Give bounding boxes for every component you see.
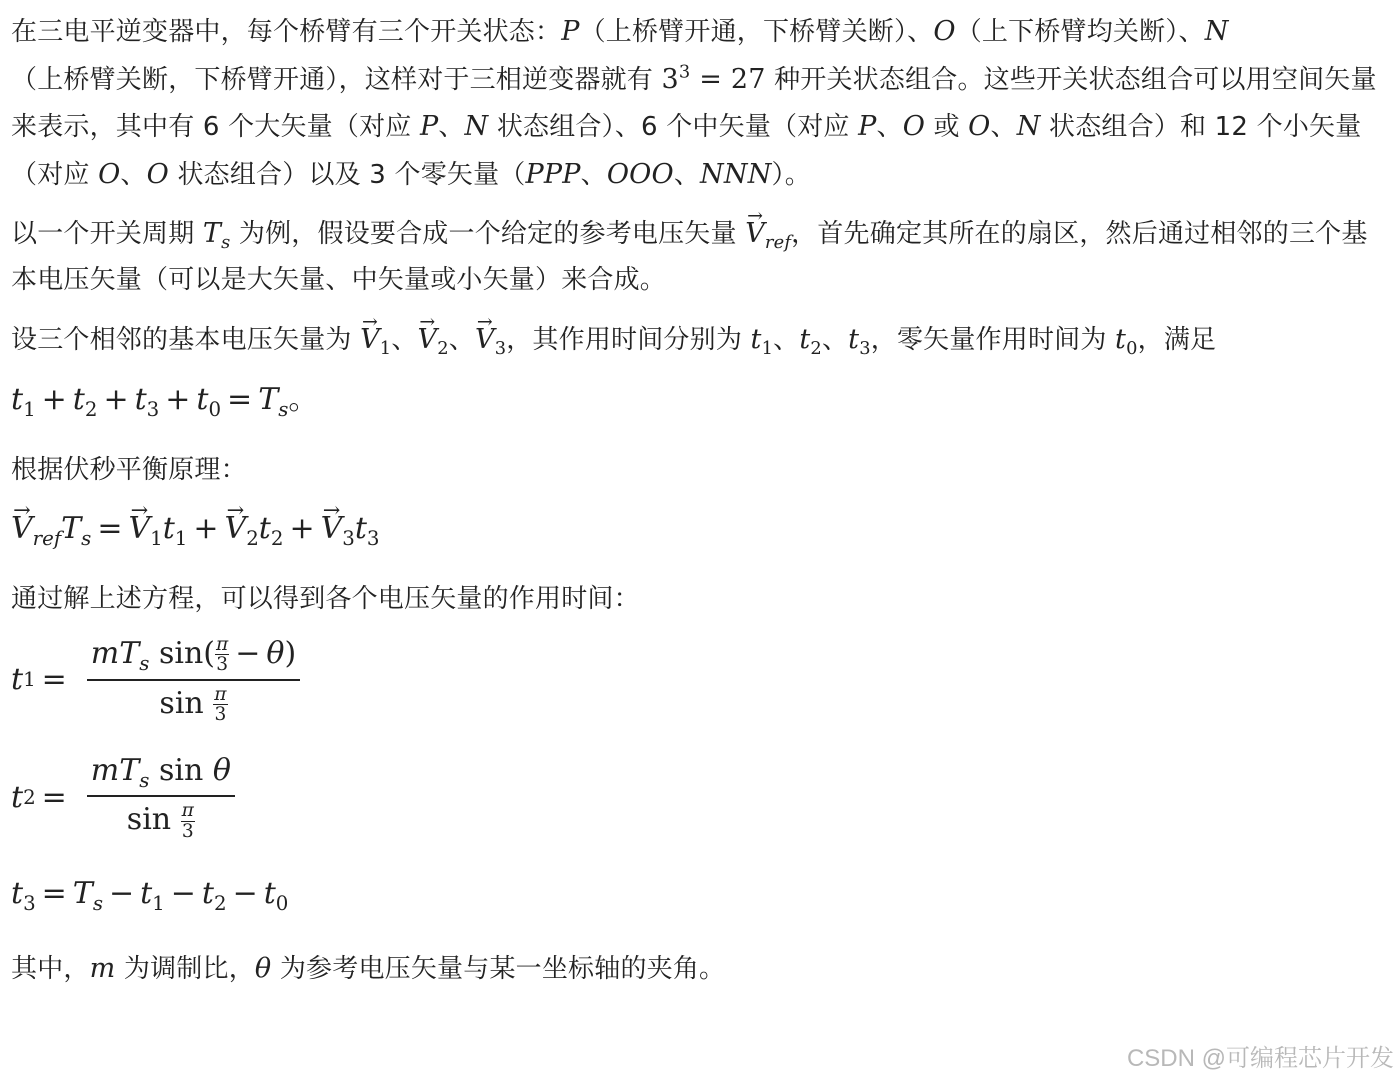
text: 、	[773, 324, 800, 355]
text: 为例，假设要合成一个给定的参考电压矢量	[238, 219, 737, 249]
text: 、	[448, 324, 475, 355]
paragraph-adjacent-vectors	[11, 316, 1389, 364]
equation-t1: t 1 = $mT_s$ sin( $\frac{\pi}{3}$ − θ) sin $\frac{\pi}{3}$	[11, 635, 1389, 725]
text: 在三电平逆变器中，每个桥臂有三个开关状态：	[11, 17, 562, 47]
text: 、	[821, 324, 849, 355]
math-O: O	[933, 16, 956, 47]
text: 状态组合）和 12 个小矢量（对应	[11, 112, 1362, 190]
math-t2: $t_2$	[799, 323, 822, 360]
fraction: $mT_s$ sin θ sin $\frac{\pi}{3}$	[87, 753, 235, 842]
text: 、	[580, 159, 607, 190]
text: ）。	[771, 159, 811, 190]
text: 其中，	[11, 954, 90, 985]
text: 为参考电压矢量与某一坐标轴的夹角。	[279, 954, 726, 985]
math-V2: → $V_2$	[418, 324, 449, 355]
paragraph-synthesis	[11, 210, 1389, 304]
math-V3: → $V_3$	[475, 324, 506, 355]
article-body	[11, 8, 1389, 1005]
text: 、	[876, 112, 903, 142]
text: ，首先确定其所在的扇区，然后通过相邻的三个基本电压矢量（可以是大矢量、中矢量或小矢量）来合成。	[11, 219, 1368, 296]
math-O: O	[902, 111, 926, 142]
text: ，零矢量作用时间为	[870, 324, 1107, 355]
text: （上桥臂关断，下桥臂开通），这样对于三相逆变器就有	[11, 64, 654, 95]
text: ，其作用时间分别为	[506, 324, 743, 355]
math-N: N	[1016, 111, 1041, 142]
text: 或	[925, 112, 969, 142]
math-theta: θ	[254, 953, 272, 985]
text: 设三个相邻的基本电压矢量为	[11, 324, 352, 355]
math-P: P	[561, 16, 580, 47]
math-PPP: PPP	[525, 158, 581, 190]
text: 种开关状态组合。这些开关状态组合可以用空间矢量来表示，其中有 6 个大矢量（对应	[11, 64, 1377, 142]
math-m: m	[89, 953, 116, 985]
text: （上桥臂开通，下桥臂关断）、	[579, 17, 934, 47]
equation-t3: $t_3 = T_s - t_1 - t_2 - t_0$	[11, 875, 289, 915]
math-t1: $t_1$	[750, 323, 774, 360]
text: 、	[120, 159, 147, 190]
text: （上下桥臂均关断）、	[955, 17, 1205, 47]
text: 状态组合）以及 3 个零矢量（	[177, 159, 526, 190]
math-P: P	[419, 111, 439, 142]
csdn-watermark: CSDN @可编程芯片开发	[1126, 1045, 1394, 1072]
paragraph-solve	[11, 577, 1389, 623]
math-O: O	[146, 158, 169, 190]
math-P: P	[858, 111, 877, 142]
text: 、	[438, 112, 465, 142]
text: 通过解上述方程，可以得到各个电压矢量的作用时间：	[11, 584, 640, 614]
paragraph-volt-second	[11, 448, 1389, 494]
math-OOO: OOO	[606, 158, 674, 190]
math-O: O	[968, 111, 991, 142]
math-O: O	[98, 158, 121, 190]
equation-time-sum: $t_1 + t_2 + t_3 + t_0 = T_s$。	[11, 382, 319, 422]
math-t3: $t_3$	[848, 323, 871, 360]
fraction: $mT_s$ sin( $\frac{\pi}{3}$ − θ) sin $\frac{\pi}{3}$	[87, 635, 300, 725]
equation-volt-second: → $V_{ref}T_s =\to V_1t_1 +\to V_2t_2 +\to V_3t_3$	[11, 505, 1389, 555]
math-Vref: → $V_{ref}$	[745, 218, 791, 249]
math-N: N	[1204, 16, 1229, 47]
text: 根据伏秒平衡原理：	[11, 454, 247, 485]
math-t0: $t_0$	[1115, 323, 1138, 360]
math-Ts: $T_s$	[202, 218, 231, 254]
math-V1: → $V_1$	[360, 324, 391, 355]
paragraph-switch-states	[11, 8, 1389, 198]
text: 、	[673, 159, 701, 190]
equation-t2: t 2 = $mT_s$ sin θ sin $\frac{\pi}{3}$	[11, 753, 1389, 842]
math-3-pow-3: $3^3 = 27$	[661, 60, 766, 95]
text: 以一个开关周期	[11, 219, 195, 249]
paragraph-definitions	[11, 945, 1389, 993]
text: 状态组合）、6 个中矢量（对应	[496, 112, 850, 142]
text: 、	[990, 112, 1017, 142]
text: 为调制比，	[123, 954, 255, 985]
math-N: N	[464, 111, 489, 142]
text: ，满足	[1137, 324, 1217, 355]
math-NNN: NNN	[700, 158, 772, 190]
text: 、	[391, 324, 418, 355]
